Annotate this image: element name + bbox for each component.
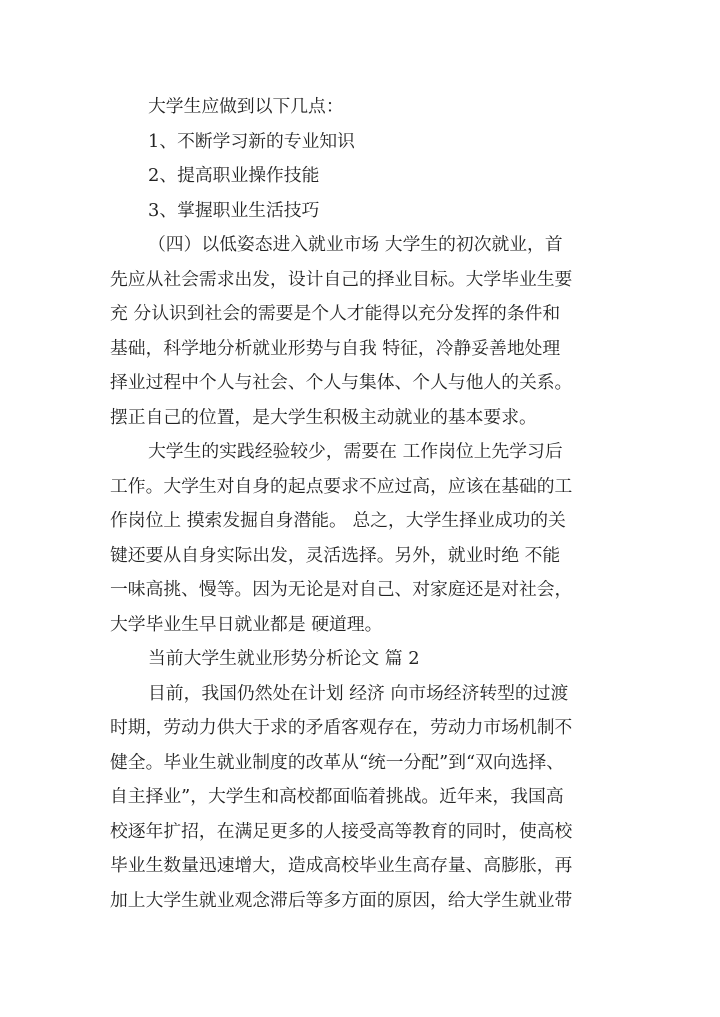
text-line: 校逐年扩招，在满足更多的人接受高等教育的同时，使高校	[110, 821, 573, 842]
text-line: 工作。大学生对自身的起点要求不应过高，应该在基础的工	[110, 476, 573, 497]
text-line: 一味高挑、慢等。因为无论是对自己、对家庭还是对社会，	[110, 579, 573, 600]
text-line: 作岗位上 摸索发掘自身潜能。 总之，大学生择业成功的关	[110, 510, 566, 531]
text-line: 摆正自己的位置，是大学生积极主动就业的基本要求。	[110, 407, 537, 428]
text-line: 键还要从自身实际出发，灵活选择。另外，就业时绝 不能	[110, 545, 561, 566]
text-line: 先应从社会需求出发，设计自己的择业目标。大学毕业生要	[110, 269, 573, 290]
text-line: 毕业生数量迅速增大，造成高校毕业生高存量、高膨胀，再	[110, 855, 573, 876]
text-line: 3、掌握职业生活技巧	[148, 200, 320, 221]
text-line: 健全。毕业生就业制度的改革从“统一分配”到“双向选择、	[110, 752, 565, 773]
text-line: （四）以低姿态进入就业市场 大学生的初次就业，首	[148, 234, 563, 255]
text-line: 择业过程中个人与社会、个人与集体、个人与他人的关系。	[110, 372, 573, 393]
text-line: 大学生应做到以下几点：	[148, 96, 344, 117]
section-heading: 当前大学生就业形势分析论文 篇 2	[148, 648, 420, 669]
text-line: 时期，劳动力供大于求的矛盾客观存在，劳动力市场机制不	[110, 717, 573, 738]
text-line: 1、不断学习新的专业知识	[148, 131, 355, 152]
text-line: 充 分认识到社会的需要是个人才能得以充分发挥的条件和	[110, 303, 561, 324]
text-line: 加上大学生就业观念滞后等多方面的原因，给大学生就业带	[110, 890, 573, 911]
text-line: 目前，我国仍然处在计划 经济 向市场经济转型的过渡	[148, 683, 569, 704]
text-line: 2、提高职业操作技能	[148, 165, 320, 186]
text-line: 大学毕业生早日就业都是 硬道理。	[110, 614, 383, 635]
text-line: 基础，科学地分析就业形势与自我 特征，冷静妥善地处理	[110, 338, 561, 359]
text-line: 大学生的实践经验较少，需要在 工作岗位上先学习后	[148, 441, 563, 462]
text-line: 自主择业”，大学生和高校都面临着挑战。近年来，我国高	[110, 786, 564, 807]
